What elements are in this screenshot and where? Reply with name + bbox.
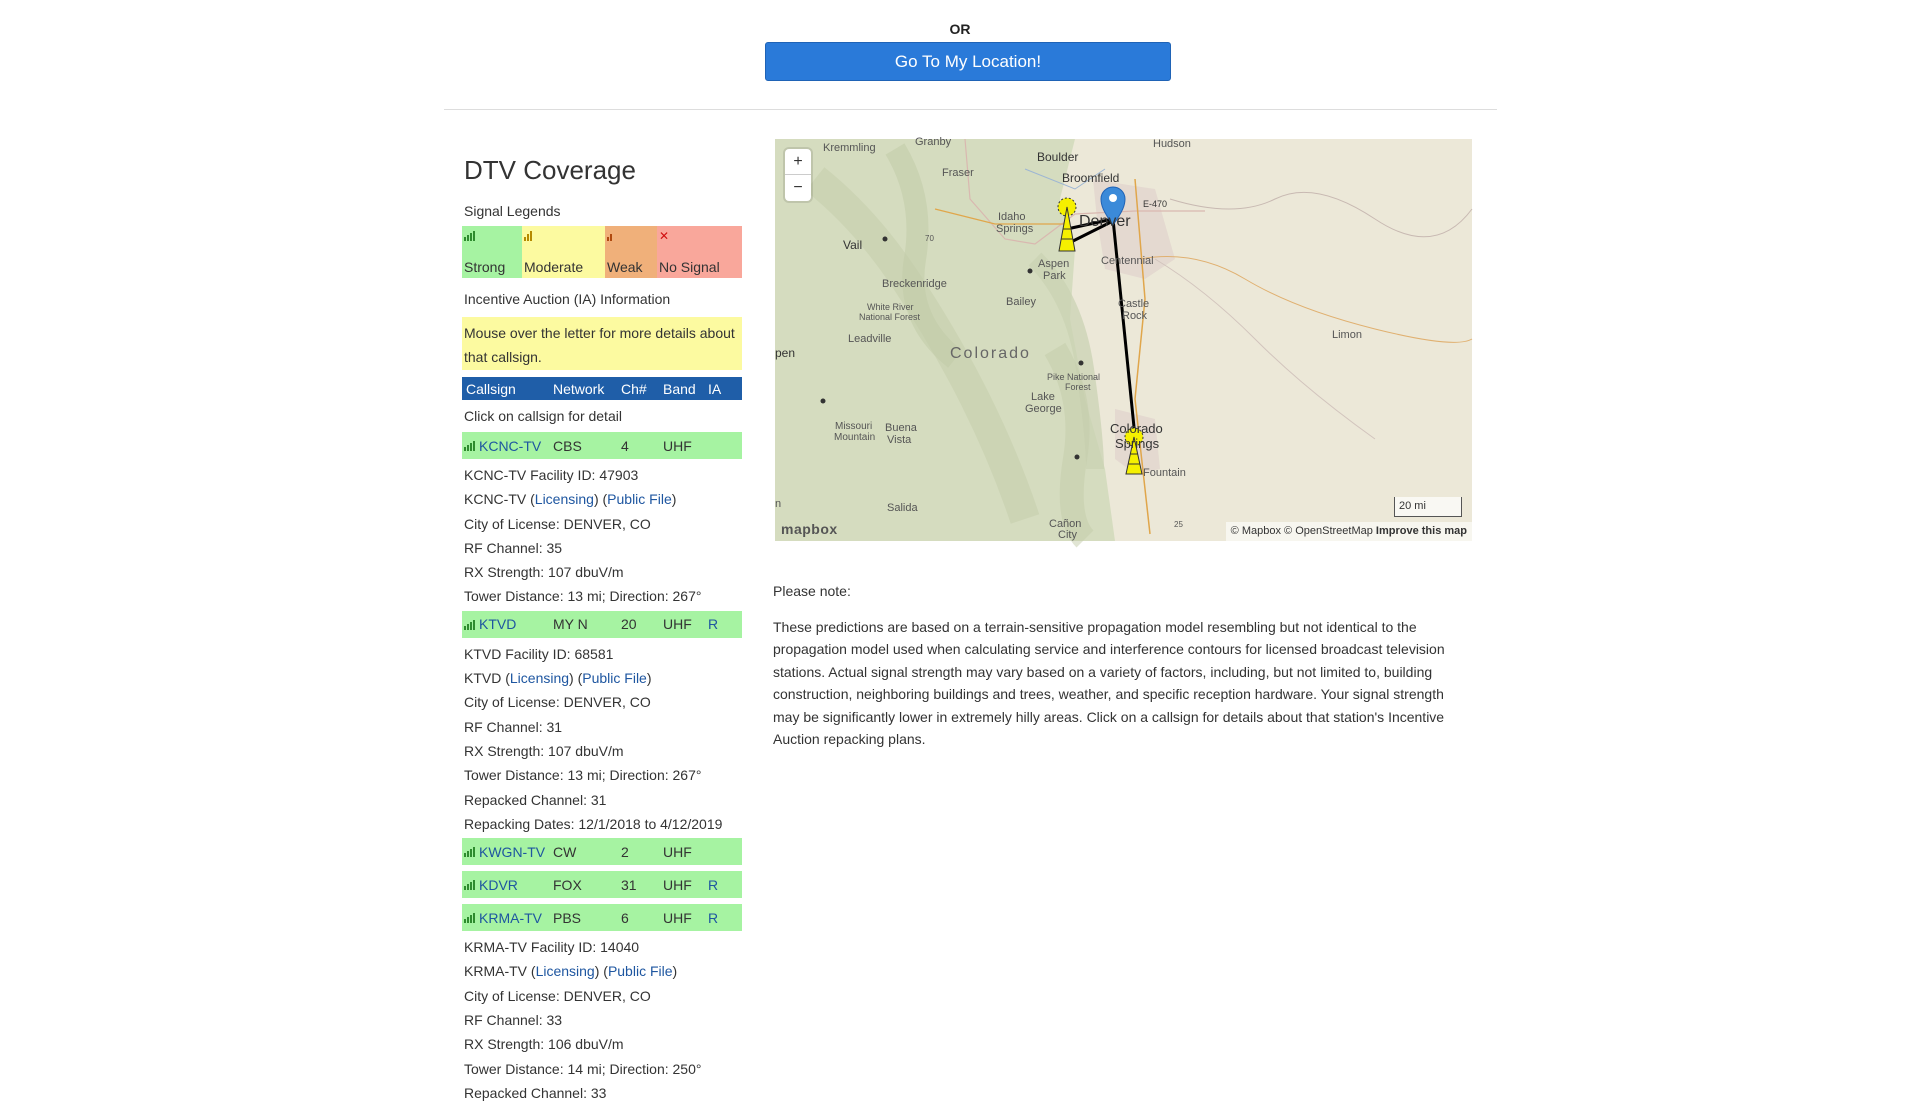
map-label-lake-george: George bbox=[1025, 403, 1062, 415]
tower-distance: Tower Distance: 13 mi; Direction: 267° bbox=[464, 588, 702, 605]
station-row[interactable] bbox=[462, 904, 742, 931]
map-label-missouri-mountain: Mountain bbox=[834, 432, 876, 443]
links-suffix: ) bbox=[672, 963, 678, 980]
station-network: CBS bbox=[553, 437, 582, 454]
repacked-channel: Repacked Channel: 31 bbox=[464, 791, 607, 808]
map-label-boulder: Boulder bbox=[1037, 150, 1079, 164]
improve-map-link[interactable]: Improve this map bbox=[1375, 525, 1467, 537]
map-label-buena: Buena bbox=[885, 422, 917, 434]
strong-signal-icon bbox=[464, 440, 475, 451]
moderate-signal-icon bbox=[524, 230, 603, 241]
station-table-header bbox=[462, 377, 742, 400]
station-callsign-link[interactable]: KDVR bbox=[479, 876, 518, 893]
repacked-channel: Repacked Channel: 33 bbox=[464, 1084, 607, 1101]
map-label-castle: Castle bbox=[1118, 298, 1150, 310]
map-label-centennial: Centennial bbox=[1101, 255, 1154, 267]
station-details bbox=[462, 642, 744, 836]
ia-note: Mouse over the letter for more details about that callsign. bbox=[462, 317, 742, 370]
station-ia-link[interactable]: R bbox=[708, 909, 719, 926]
repacking-dates: Repacking Dates: 12/1/2018 to 4/12/2019 bbox=[464, 815, 723, 832]
station-row[interactable] bbox=[462, 432, 742, 459]
zoom-in-button[interactable]: + bbox=[785, 149, 811, 175]
rf-channel: RF Channel: 31 bbox=[464, 718, 563, 735]
zoom-out-button[interactable]: − bbox=[793, 179, 803, 196]
public-file-link[interactable]: Public File bbox=[607, 963, 673, 980]
coverage-sidebar bbox=[462, 140, 744, 1105]
map-label-salida: Salida bbox=[887, 502, 918, 514]
ia-label: Incentive Auction (IA) Information bbox=[464, 291, 671, 307]
notes-heading: Please note: bbox=[773, 583, 851, 599]
rx-strength: RX Strength: 107 dbuV/m bbox=[464, 742, 624, 759]
coverage-map[interactable] bbox=[775, 136, 1472, 541]
map-label-e470: E-470 bbox=[1143, 199, 1168, 209]
map-label-white-river: White River bbox=[867, 302, 914, 312]
map-label-i25: 25 bbox=[1174, 520, 1183, 529]
map-label-idaho-springs: Springs bbox=[996, 223, 1034, 235]
station-channel: 4 bbox=[621, 437, 629, 454]
map-label-i70: 70 bbox=[925, 234, 934, 243]
links-separator: ) ( bbox=[569, 670, 583, 687]
station-ia-link[interactable]: R bbox=[708, 876, 719, 893]
osm-attribution-link[interactable]: © OpenStreetMap bbox=[1284, 525, 1373, 537]
tower-distance: Tower Distance: 13 mi; Direction: 267° bbox=[464, 767, 702, 784]
tower-distance: Tower Distance: 14 mi; Direction: 250° bbox=[464, 1060, 702, 1077]
links-suffix: ) bbox=[671, 491, 677, 508]
facility-id: KRMA-TV Facility ID: 14040 bbox=[464, 939, 640, 956]
rf-channel: RF Channel: 33 bbox=[464, 1012, 563, 1029]
map-label-hudson: Hudson bbox=[1153, 138, 1191, 150]
no-signal-icon: ✕ bbox=[659, 229, 670, 243]
map-label-colorado-springs: Colorado bbox=[1110, 421, 1163, 436]
map-label-bailey: Bailey bbox=[1006, 296, 1036, 308]
map-label-buena-vista: Vista bbox=[887, 434, 912, 446]
links-suffix: ) bbox=[646, 670, 652, 687]
map-label-broomfield: Broomfield bbox=[1062, 171, 1120, 185]
licensing-link[interactable]: Licensing bbox=[509, 670, 570, 687]
licensing-link[interactable]: Licensing bbox=[534, 491, 594, 508]
station-band: UHF bbox=[663, 843, 692, 860]
station-band: UHF bbox=[663, 909, 692, 926]
city-of-license: City of License: DENVER, CO bbox=[464, 515, 651, 532]
station-callsign-link[interactable]: KRMA-TV bbox=[479, 909, 542, 926]
map-label-vail: Vail bbox=[843, 238, 863, 252]
mapbox-logo[interactable]: mapbox bbox=[781, 521, 838, 537]
map-label-aspen: Aspen bbox=[1038, 258, 1070, 270]
station-channel: 20 bbox=[621, 616, 637, 633]
station-band: UHF bbox=[663, 437, 692, 454]
station-details bbox=[462, 935, 744, 1105]
map-scale: 20 mi bbox=[1394, 497, 1462, 517]
legend-weak bbox=[605, 226, 657, 278]
header-network: Network bbox=[553, 380, 605, 397]
station-network: CW bbox=[553, 843, 577, 860]
map-label-canon: Cañon bbox=[1049, 518, 1082, 530]
map-attribution bbox=[1226, 522, 1472, 541]
station-links bbox=[464, 487, 744, 511]
station-channel: 6 bbox=[621, 909, 629, 926]
strong-signal-icon bbox=[464, 879, 475, 890]
legend-strong-label: Strong bbox=[464, 259, 506, 275]
divider bbox=[444, 109, 1497, 110]
signal-legend bbox=[462, 226, 742, 278]
station-network: PBS bbox=[553, 909, 582, 926]
header-channel: Ch# bbox=[621, 380, 647, 397]
map-canvas bbox=[775, 136, 1472, 541]
map-label-limon: Limon bbox=[1332, 329, 1362, 341]
station-links bbox=[464, 666, 744, 690]
map-label-pike: Pike National bbox=[1047, 372, 1101, 382]
licensing-link[interactable]: Licensing bbox=[535, 963, 595, 980]
legend-no-signal-label: No Signal bbox=[659, 259, 720, 275]
map-label-idaho: Idaho bbox=[998, 211, 1026, 223]
links-separator: ) ( bbox=[593, 491, 608, 508]
or-label: OR bbox=[949, 21, 971, 37]
map-label-denver: Denver bbox=[1079, 213, 1131, 230]
station-callsign-link[interactable]: KWGN-TV bbox=[479, 843, 546, 860]
map-label-national-forest: National Forest bbox=[859, 312, 921, 322]
map-label-missouri: Missouri bbox=[835, 421, 873, 432]
weak-signal-icon bbox=[607, 230, 655, 241]
station-row[interactable] bbox=[462, 838, 742, 865]
map-label-springs: Springs bbox=[1115, 436, 1160, 451]
map-label-aspen-park: Park bbox=[1043, 270, 1066, 282]
map-label-fountain: Fountain bbox=[1143, 467, 1186, 479]
station-links bbox=[464, 959, 744, 983]
station-row[interactable] bbox=[462, 871, 742, 898]
header-callsign: Callsign bbox=[466, 380, 516, 397]
header-ia: IA bbox=[708, 380, 722, 397]
station-callsign-link[interactable]: KTVD bbox=[479, 616, 517, 633]
station-channel: 2 bbox=[621, 843, 629, 860]
map-label-cut-2: n bbox=[775, 498, 782, 510]
page-title: DTV Coverage bbox=[464, 155, 636, 185]
rf-channel: RF Channel: 35 bbox=[464, 539, 563, 556]
links-prefix: KTVD ( bbox=[464, 670, 510, 687]
rx-strength: RX Strength: 106 dbuV/m bbox=[464, 1036, 624, 1053]
station-details bbox=[462, 463, 744, 609]
map-label-colorado: Colorado bbox=[950, 345, 1031, 362]
links-separator: ) ( bbox=[594, 963, 608, 980]
map-label-canon-city: City bbox=[1058, 529, 1077, 541]
map-label-forest: Forest bbox=[1065, 382, 1091, 392]
links-prefix: KCNC-TV ( bbox=[464, 491, 535, 508]
map-label-cut: pen bbox=[775, 346, 796, 360]
legend-moderate-label: Moderate bbox=[524, 259, 584, 275]
map-label-leadville: Leadville bbox=[848, 333, 892, 345]
legend-weak-label: Weak bbox=[607, 259, 643, 275]
legend-strong bbox=[462, 226, 522, 278]
mapbox-attribution-link[interactable]: © Mapbox bbox=[1230, 525, 1281, 537]
signal-legends-label: Signal Legends bbox=[464, 203, 561, 219]
map-label-granby: Granby bbox=[915, 136, 952, 148]
station-channel: 31 bbox=[621, 876, 637, 893]
zoom-control bbox=[785, 149, 811, 201]
city-of-license: City of License: DENVER, CO bbox=[464, 987, 651, 1004]
notes-section bbox=[773, 580, 1473, 751]
go-to-my-location-button[interactable]: Go To My Location! bbox=[765, 42, 1171, 81]
station-network: MY N bbox=[553, 616, 588, 633]
facility-id: KCNC-TV Facility ID: 47903 bbox=[464, 467, 639, 483]
strong-signal-icon bbox=[464, 619, 475, 630]
station-network: FOX bbox=[553, 876, 582, 893]
station-row[interactable] bbox=[462, 611, 742, 638]
facility-id: KTVD Facility ID: 68581 bbox=[464, 645, 614, 662]
strong-signal-icon bbox=[464, 912, 475, 923]
legend-moderate bbox=[522, 226, 605, 278]
public-file-link[interactable]: Public File bbox=[582, 670, 647, 687]
station-band: UHF bbox=[663, 876, 692, 893]
station-ia-link[interactable]: R bbox=[708, 616, 719, 633]
map-label-lake: Lake bbox=[1031, 391, 1055, 403]
click-hint: Click on callsign for detail bbox=[464, 408, 622, 424]
header-band: Band bbox=[663, 380, 696, 397]
map-label-kremmling: Kremmling bbox=[823, 142, 876, 154]
legend-no-signal bbox=[657, 226, 742, 278]
city-of-license: City of License: DENVER, CO bbox=[464, 694, 651, 711]
notes-body: These predictions are based on a terrain-sensitive propagation model resembling but not identical to the propagation model used when calculating service and interference contours for licensed broadcast television stations. Actual signal strength may vary based on a variety of factors, including, but not limited to, building construction, neighboring buildings and trees, weather, and specific reception hardware. Your signal strength may be significantly lower in extremely hilly areas. Click on a callsign for details about that station's Incentive Auction repacking plans. bbox=[773, 618, 1445, 747]
strong-signal-icon bbox=[464, 230, 520, 241]
strong-signal-icon bbox=[464, 846, 475, 857]
rx-strength: RX Strength: 107 dbuV/m bbox=[464, 564, 624, 581]
map-label-breckenridge: Breckenridge bbox=[882, 278, 947, 290]
station-band: UHF bbox=[663, 616, 692, 633]
public-file-link[interactable]: Public File bbox=[607, 491, 672, 508]
station-callsign-link[interactable]: KCNC-TV bbox=[479, 437, 542, 454]
map-label-fraser: Fraser bbox=[942, 167, 974, 179]
links-prefix: KRMA-TV ( bbox=[464, 963, 536, 980]
map-label-castle-rock: Rock bbox=[1122, 310, 1148, 322]
